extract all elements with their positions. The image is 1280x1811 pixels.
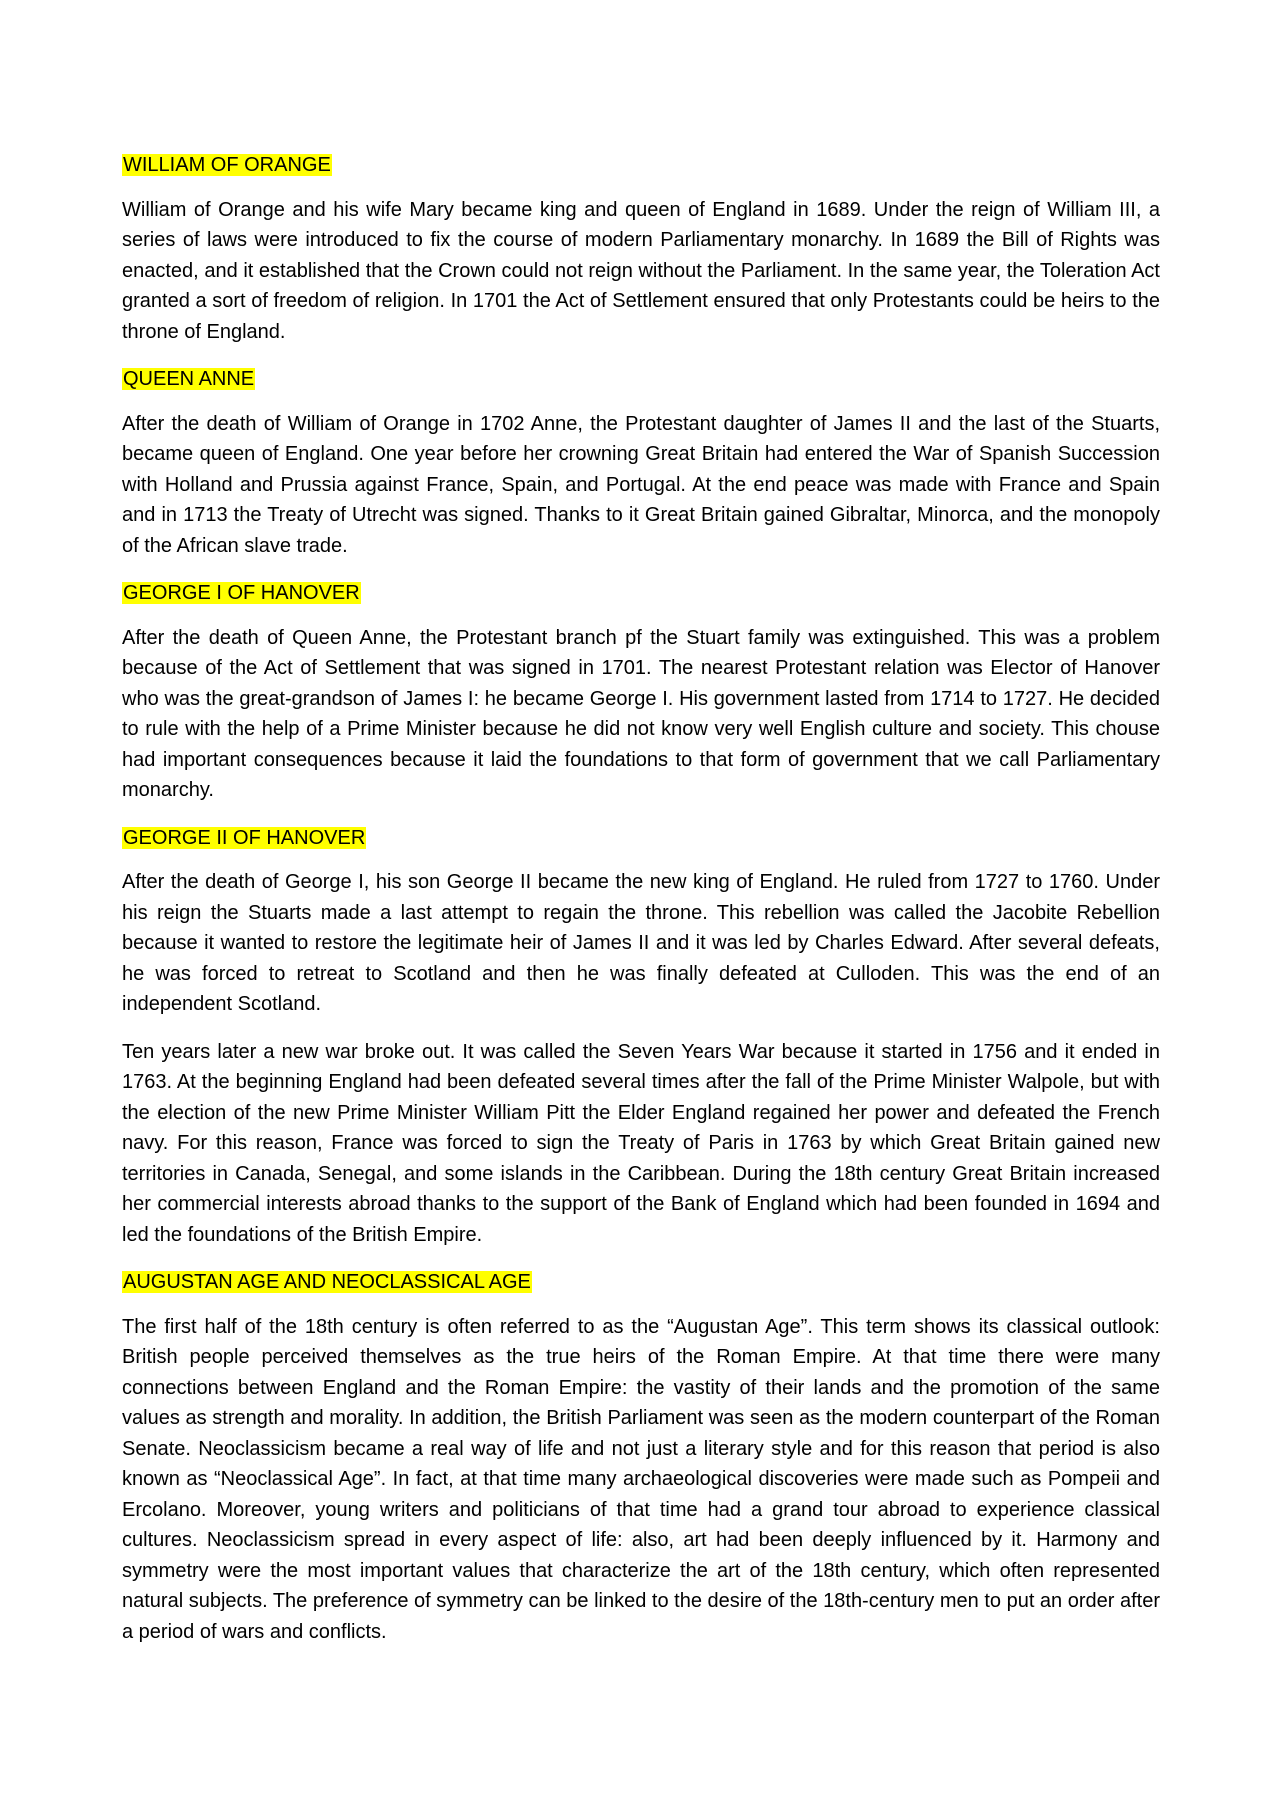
section-paragraph: After the death of William of Orange in 1702 Anne, the Protestant daughter of James II and the last of the Stuarts, became queen of England. One year before her crowning Great Britain had entered the War of Spanish Succession with Holland and Prussia against France, Spain, and Portugal. At the end peace was made with France and Spain and in 1713 the Treaty of Utrecht was signed. Thanks to it Great Britain gained Gibraltar, Minorca, and the monopoly of the African slave trade. [122, 412, 1160, 557]
section-heading-william-of-orange: WILLIAM OF ORANGE [123, 154, 331, 176]
section-paragraph: William of Orange and his wife Mary became king and queen of England in 1689. Under the reign of William III, a series of laws were introduced to fix the course of modern Parliamentary monarchy. In 1689 the Bill of Rights was enacted, and it established that the Crown could not reign without the Parliament. In the same year, the Toleration Act granted a sort of freedom of religion. In 1701 the Act of Settlement ensured that only Protestants could be heirs to the throne of England. [122, 198, 1160, 343]
section-heading-george-ii: GEORGE II OF HANOVER [123, 826, 366, 849]
section-paragraph: After the death of Queen Anne, the Protestant branch pf the Stuart family was extinguished. This was a problem because of the Act of Settlement that was signed in 1701. The nearest Protestant relation was Elector of Hanover who was the great-grandson of James I: he became George I. His government lasted from 1714 to 1727. He decided to rule with the help of a Prime Minister because he did not know very well English culture and society. This chouse had important consequences because it laid the foundations to that form of government that we call Parliamentary monarchy. [122, 626, 1160, 801]
section-paragraph: After the death of George I, his son George II became the new king of England. He ruled from 1727 to 1760. Under his reign the Stuarts made a last attempt to regain the throne. This rebellion was called the Jacobite Rebellion because it wanted to restore the legitimate heir of James II and it was led by Charles Edward. After several defeats, he was forced to retreat to Scotland and then he was finally defeated at Culloden. This was the end of an independent Scotland. [122, 871, 1160, 1015]
section-heading-george-i: GEORGE I OF HANOVER [123, 582, 360, 604]
section-paragraph: Ten years later a new war broke out. It was called the Seven Years War because it started in 1756 and it ended in 1763. At the beginning England had been defeated several times after the fall of the Prime Minister Walpole, but with the election of the new Prime Minister William Pitt the Elder England regained her power and defeated the French navy. For this reason, France was forced to sign the Treaty of Paris in 1763 by which Great Britain gained new territories in Canada, Senegal, and some islands in the Caribbean. During the 18th century Great Britain increased her commercial interests abroad thanks to the support of the Bank of England which had been founded in 1694 and led the foundations of the British Empire. [122, 1040, 1160, 1246]
section-heading-augustan-age: AUGUSTAN AGE AND NEOCLASSICAL AGE [123, 1271, 531, 1293]
section-heading-queen-anne: QUEEN ANNE [123, 368, 255, 390]
section-paragraph: The first half of the 18th century is often referred to as the “Augustan Age”. This term shows its classical outlook: British people perceived themselves as the true heirs of the Roman Empire. At that time there were many connections between England and the Roman Empire: the vastity of their lands and the promotion of the same values as strength and morality. In addition, the British Parliament was seen as the modern counterpart of the Roman Senate. Neoclassicism became a real way of life and not just a literary style and for this reason that period is also known as “Neoclassical Age”. In fact, at that time many archaeological discoveries were made such as Pompeii and Ercolano. Moreover, young writers and politicians of that time had a grand tour abroad to experience classical cultures. Neoclassicism spread in every aspect of life: also, art had been deeply influenced by it. Harmony and symmetry were the most important values that characterize the art of the 18th century, which often represented natural subjects. The preference of symmetry can be linked to the desire of the 18th-century men to put an order after a period of wars and conflicts. [122, 1315, 1160, 1643]
document-page [122, 150, 1160, 1664]
